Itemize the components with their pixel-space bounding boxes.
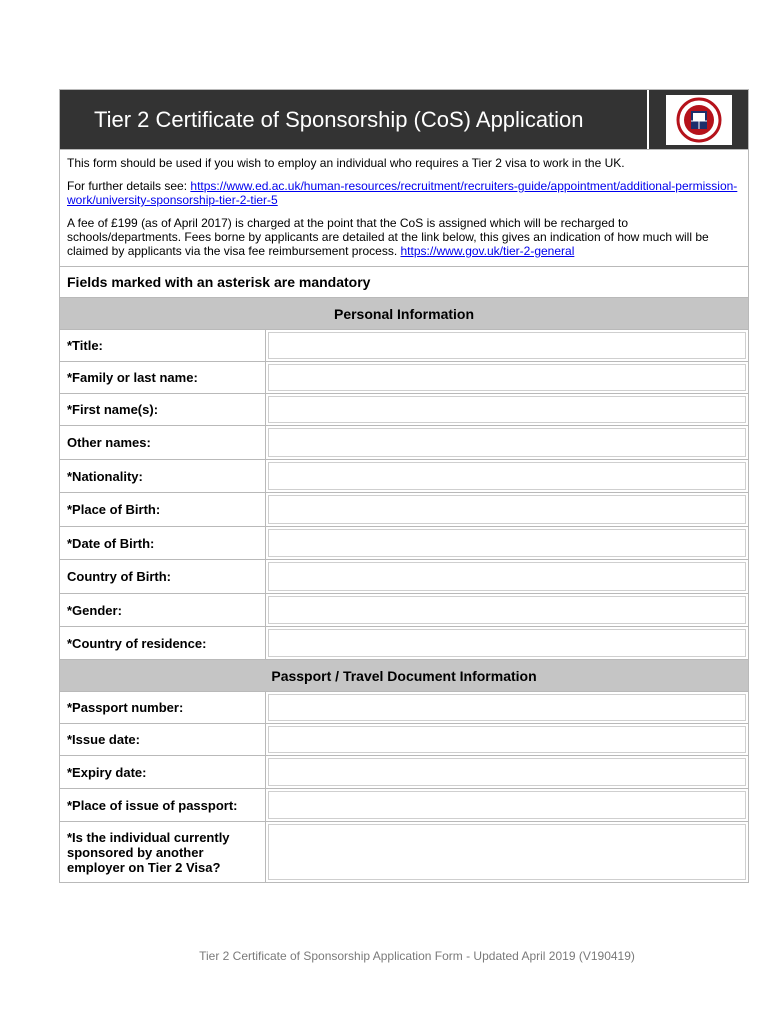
- intro-paragraph-2: [67, 179, 740, 207]
- other-names-input[interactable]: [268, 428, 746, 457]
- intro-paragraph-1: This form should be used if you wish to employ an individual who requires a Tier 2 visa to work in the UK.: [67, 156, 625, 170]
- form-row-family-name: [60, 362, 748, 394]
- issue-date-input[interactable]: [268, 726, 746, 753]
- passport-number-input[interactable]: [268, 694, 746, 721]
- field-label: *Gender:: [60, 594, 266, 626]
- place-of-birth-input[interactable]: [268, 495, 746, 524]
- field-label: *Title:: [60, 330, 266, 361]
- field-label: *First name(s):: [60, 394, 266, 425]
- title-input[interactable]: [268, 332, 746, 359]
- country-of-residence-input[interactable]: [268, 629, 746, 657]
- fee-text: A fee of £199 (as of April 2017) is charged at the point that the CoS is assigned which will be recharged to schools/departments. Fees borne by applicants are detailed at the link below, this gives an indication of how much will be claimed by applicants via the visa fee reimbursement process.: [67, 216, 709, 258]
- field-label: *Date of Birth:: [60, 527, 266, 559]
- form-row-issue-date: [60, 724, 748, 756]
- field-label: *Issue date:: [60, 724, 266, 755]
- field-label: *Family or last name:: [60, 362, 266, 393]
- details-prefix: For further details see:: [67, 179, 191, 193]
- gov-uk-link[interactable]: https://www.gov.uk/tier-2-general: [400, 244, 575, 258]
- form-header: [60, 90, 748, 150]
- form-row-expiry-date: [60, 756, 748, 789]
- form-row-country-of-birth: [60, 560, 748, 594]
- page-footer: Tier 2 Certificate of Sponsorship Application Form - Updated April 2019 (V190419): [199, 949, 635, 963]
- field-label: *Nationality:: [60, 460, 266, 492]
- field-label: *Is the individual currently sponsored by another employer on Tier 2 Visa?: [60, 822, 266, 882]
- place-of-issue-input[interactable]: [268, 791, 746, 819]
- form-row-gender: [60, 594, 748, 627]
- mandatory-note: Fields marked with an asterisk are mandatory: [60, 267, 748, 298]
- field-label: *Place of Birth:: [60, 493, 266, 526]
- form-row-title: [60, 330, 748, 362]
- field-label: *Passport number:: [60, 692, 266, 723]
- university-crest-icon: [666, 95, 732, 145]
- form-row-place-of-birth: [60, 493, 748, 527]
- field-label: *Country of residence:: [60, 627, 266, 659]
- personal-information-heading: Personal Information: [60, 298, 748, 330]
- expiry-date-input[interactable]: [268, 758, 746, 786]
- logo-cell: [649, 90, 748, 149]
- form-row-currently-sponsored: [60, 822, 748, 882]
- intro-paragraph-3: [67, 216, 740, 258]
- form-row-country-of-residence: [60, 627, 748, 660]
- field-label: Country of Birth:: [60, 560, 266, 593]
- field-label: *Expiry date:: [60, 756, 266, 788]
- passport-information-heading: Passport / Travel Document Information: [60, 660, 748, 692]
- family-name-input[interactable]: [268, 364, 746, 391]
- field-label: *Place of issue of passport:: [60, 789, 266, 821]
- form-title: Tier 2 Certificate of Sponsorship (CoS) Application: [60, 90, 649, 149]
- field-label: Other names:: [60, 426, 266, 459]
- form-row-date-of-birth: [60, 527, 748, 560]
- form-row-nationality: [60, 460, 748, 493]
- first-names-input[interactable]: [268, 396, 746, 423]
- form-row-place-of-issue: [60, 789, 748, 822]
- form-row-other-names: [60, 426, 748, 460]
- country-of-birth-input[interactable]: [268, 562, 746, 591]
- gender-input[interactable]: [268, 596, 746, 624]
- nationality-input[interactable]: [268, 462, 746, 490]
- details-link[interactable]: https://www.ed.ac.uk/human-resources/recruitment/recruiters-guide/appointment/additional-permission-work/university-sponsorship-tier-2-tier-5: [67, 179, 738, 207]
- form-row-first-names: [60, 394, 748, 426]
- form-row-passport-number: [60, 692, 748, 724]
- application-form: [59, 89, 749, 883]
- currently-sponsored-input[interactable]: [268, 824, 746, 880]
- date-of-birth-input[interactable]: [268, 529, 746, 557]
- intro-text: [60, 150, 748, 267]
